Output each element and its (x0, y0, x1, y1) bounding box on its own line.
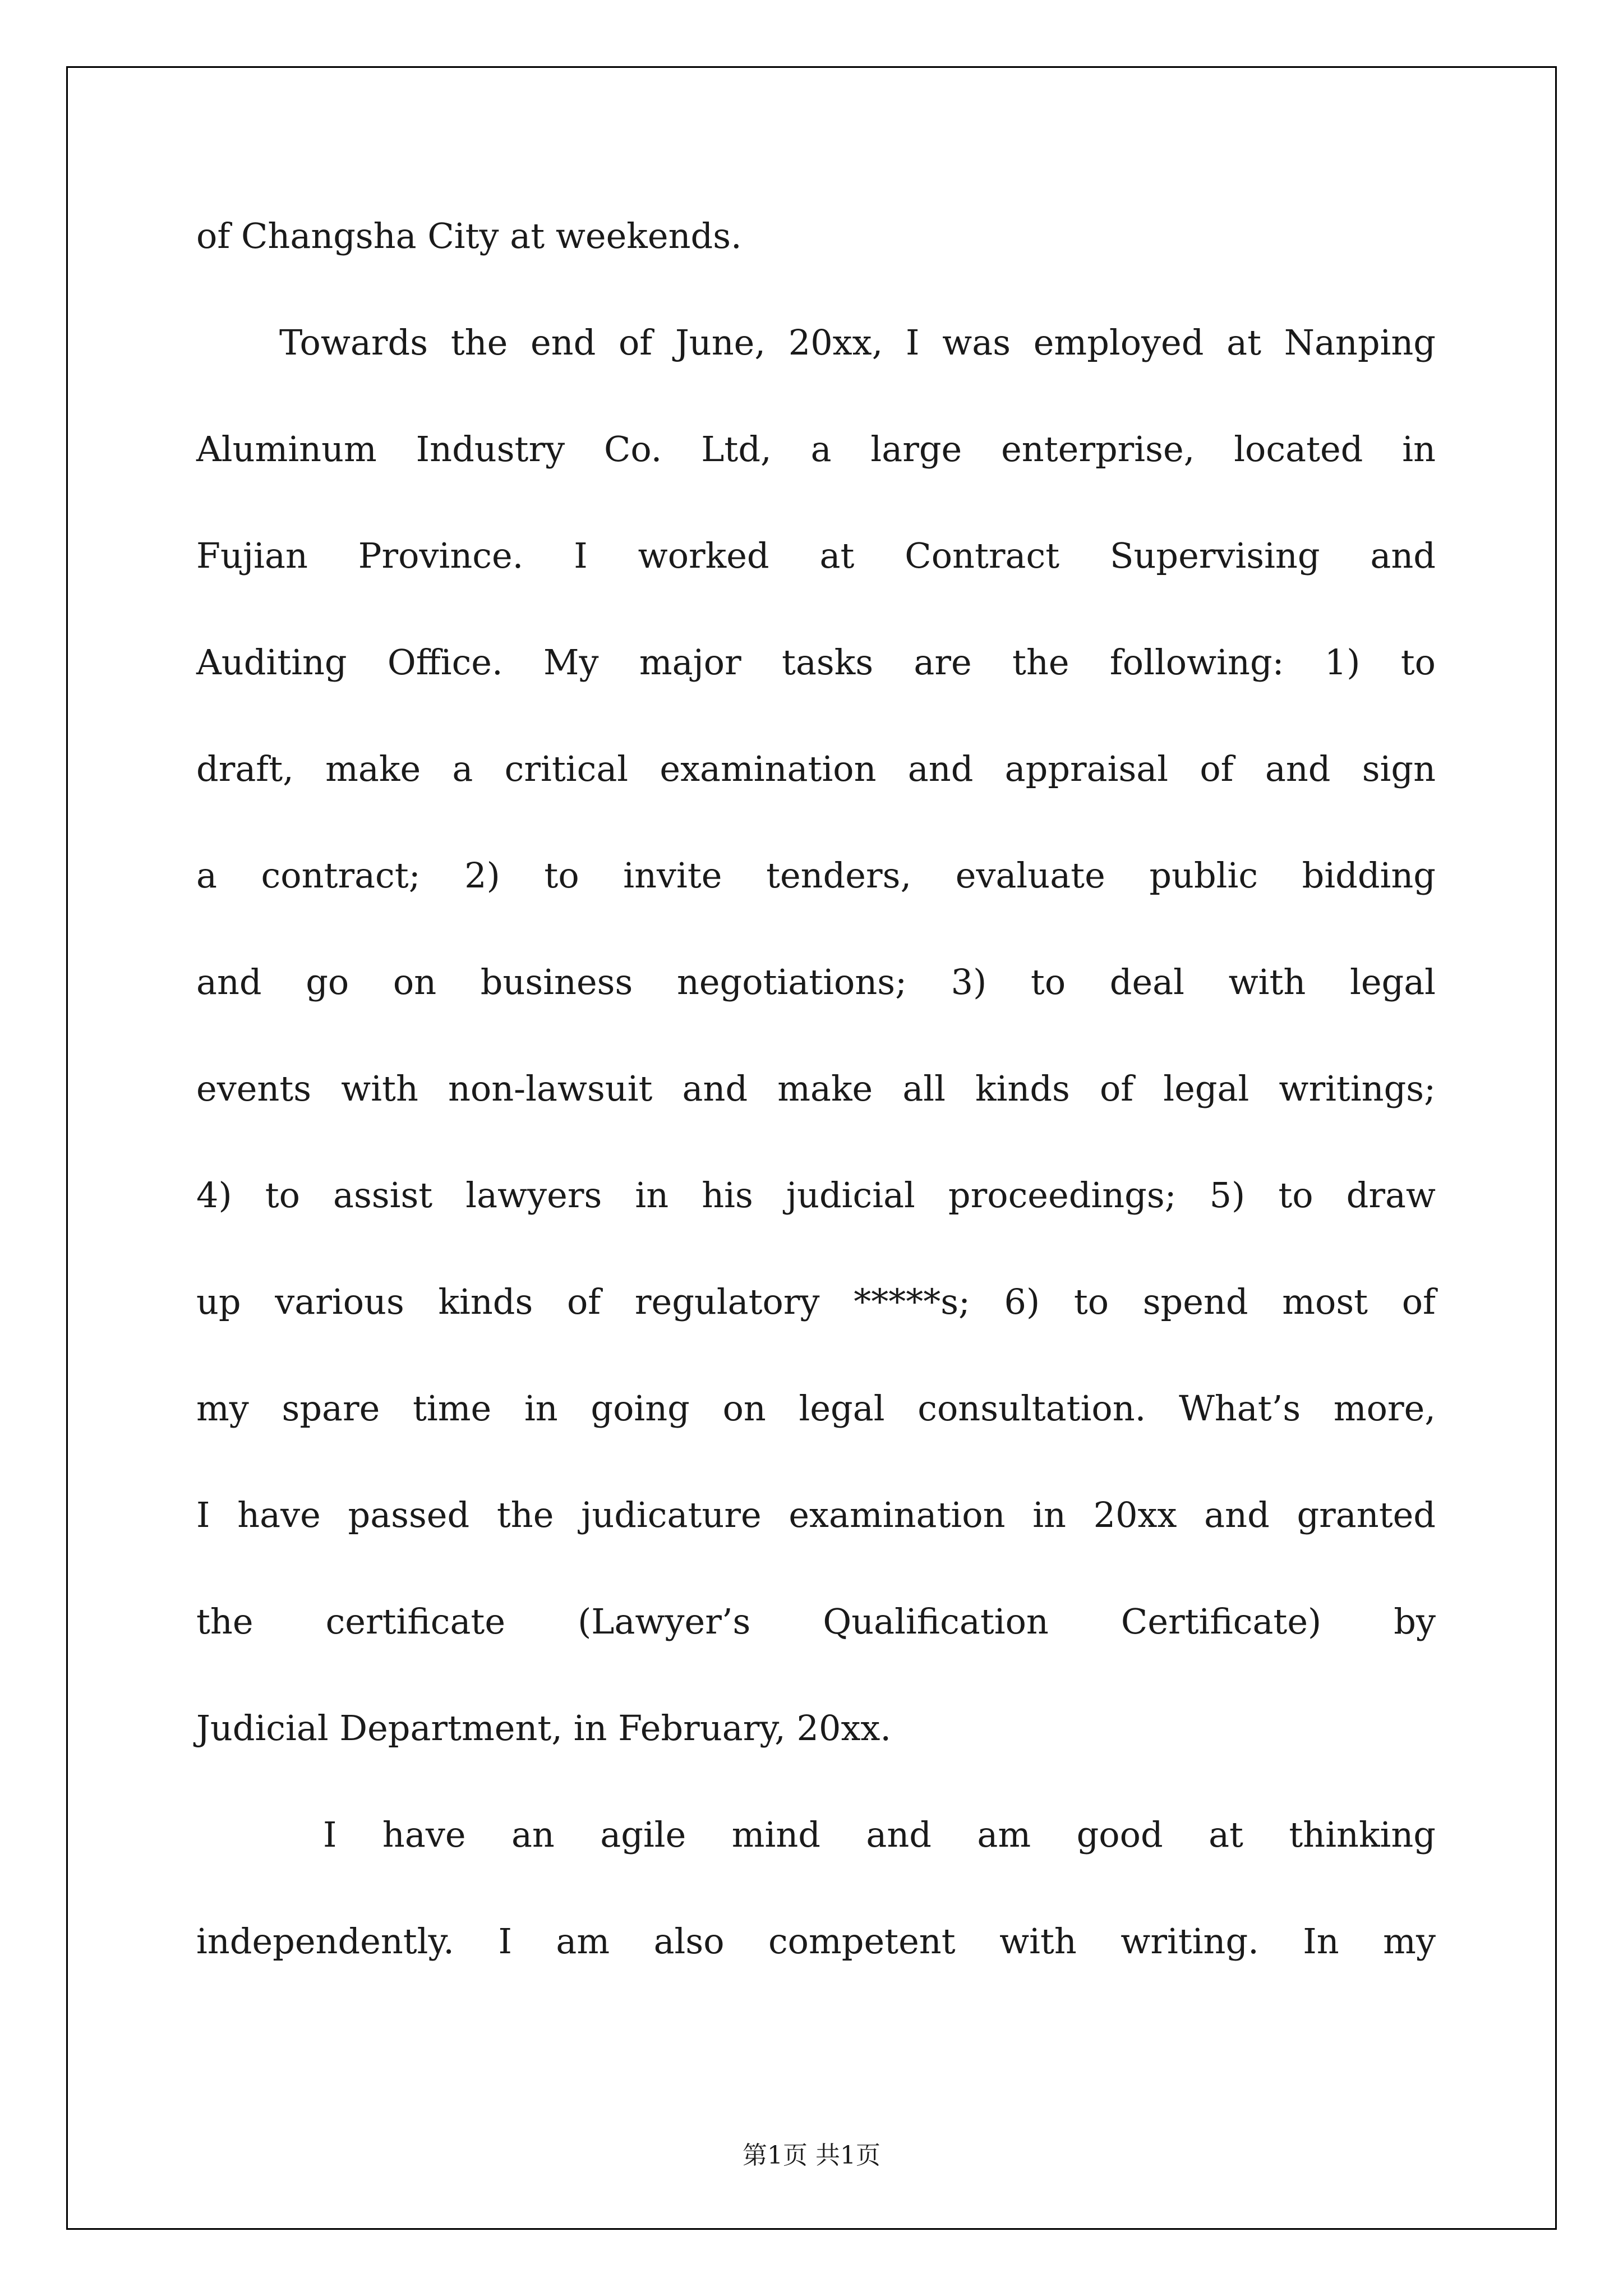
text-line: Auditing Office. My major tasks are the following: 1) to (196, 642, 1436, 683)
text-line: Aluminum Industry Co. Ltd, a large enterprise, located in (196, 429, 1436, 470)
text-line: independently. I am also competent with writing. In my (196, 1921, 1436, 1962)
paragraph-first-line: I have an agile mind and am good at thinking (323, 1814, 1436, 1855)
text-line: up various kinds of regulatory *****s; 6) to spend most of (196, 1281, 1436, 1322)
page-number-footer: 第1页 共1页 (743, 2141, 880, 2170)
text-line: and go on business negotiations; 3) to deal with legal (196, 961, 1436, 1002)
text-line: a contract; 2) to invite tenders, evaluate public bidding (196, 855, 1436, 896)
text-line: Judicial Department, in February, 20xx. (196, 1708, 892, 1749)
text-line: Fujian Province. I worked at Contract Supervising and (196, 535, 1436, 576)
text-line: I have passed the judicature examination in 20xx and granted (196, 1494, 1436, 1535)
text-line: draft, make a critical examination and appraisal of and sign (196, 748, 1436, 789)
text-line: of Changsha City at weekends. (196, 215, 742, 256)
text-line: the certificate (Lawyer’s Qualification Certificate) by (196, 1601, 1436, 1642)
document-body (196, 215, 1436, 2031)
text-line: events with non-lawsuit and make all kinds of legal writings; (196, 1068, 1436, 1109)
text-line: my spare time in going on legal consultation. What’s more, (196, 1388, 1436, 1429)
text-line: 4) to assist lawyers in his judicial proceedings; 5) to draw (196, 1175, 1436, 1216)
paragraph-first-line: Towards the end of June, 20xx, I was employed at Nanping (279, 322, 1436, 363)
